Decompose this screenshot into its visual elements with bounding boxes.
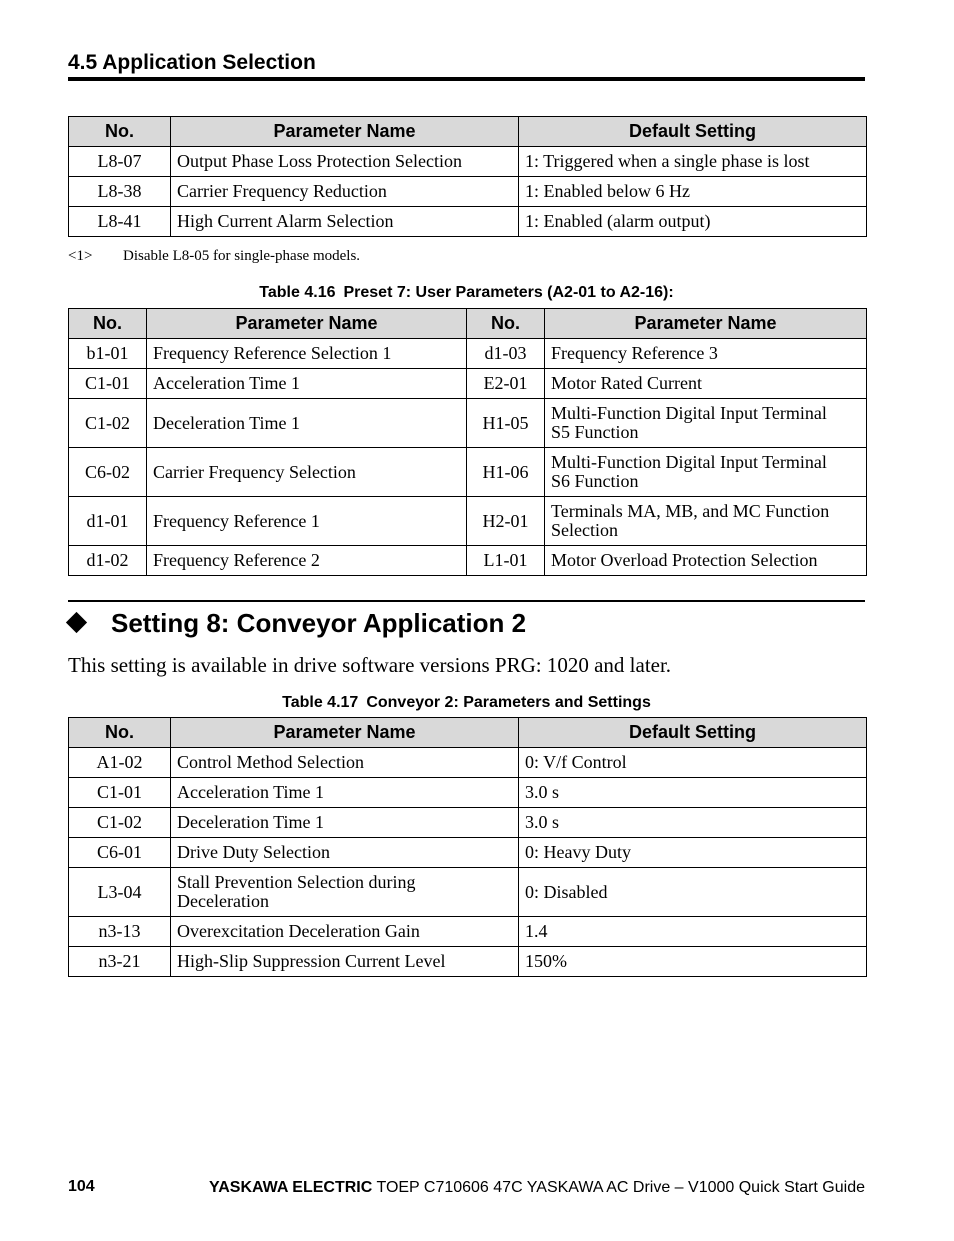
table-caption <box>68 694 865 712</box>
default-setting: 3.0 s <box>519 778 867 808</box>
footnote <box>68 248 360 265</box>
parameter-name: Overexcitation Deceleration Gain <box>171 917 519 947</box>
parameter-number: C6-02 <box>69 448 147 497</box>
table-row <box>69 838 867 868</box>
default-setting: 0: Heavy Duty <box>519 838 867 868</box>
name-line: Multi-Function Digital Input Terminal <box>551 452 827 472</box>
table-row <box>69 808 867 838</box>
parameter-number: C6-01 <box>69 838 171 868</box>
parameter-name: Frequency Reference Selection 1 <box>147 339 467 369</box>
column-header: Parameter Name <box>147 309 467 339</box>
user-parameters-table <box>68 308 867 576</box>
caption-title: Conveyor 2: Parameters and Settings <box>366 694 651 711</box>
parameter-number: C1-01 <box>69 778 171 808</box>
section-title: 4.5 Application Selection <box>68 51 316 74</box>
parameter-number: C1-02 <box>69 808 171 838</box>
parameter-number: C1-01 <box>69 369 147 399</box>
caption-title: Preset 7: User Parameters (A2-01 to A2-16): <box>343 284 674 301</box>
parameter-name: Output Phase Loss Protection Selection <box>171 147 519 177</box>
section-divider <box>68 77 865 81</box>
parameter-name <box>545 448 867 497</box>
parameter-name: Frequency Reference 2 <box>147 546 467 576</box>
table-row <box>69 868 867 917</box>
caption-number: Table 4.17 <box>282 694 359 711</box>
parameter-number: d1-03 <box>467 339 545 369</box>
footer-doc-title: TOEP C710606 47C YASKAWA AC Drive – V1000 Quick Start Guide <box>376 1179 865 1196</box>
parameter-number: L8-41 <box>69 207 171 237</box>
name-line: S5 Function <box>551 422 639 442</box>
parameter-name: Motor Rated Current <box>545 369 867 399</box>
parameter-name: Motor Overload Protection Selection <box>545 546 867 576</box>
column-header: No. <box>467 309 545 339</box>
page-number: 104 <box>68 1178 95 1195</box>
parameter-number: d1-02 <box>69 546 147 576</box>
column-header: Parameter Name <box>171 117 519 147</box>
parameter-number: L8-07 <box>69 147 171 177</box>
footnote-text: Disable L8-05 for single-phase models. <box>123 248 361 264</box>
table-header-row <box>69 718 867 748</box>
column-header: Default Setting <box>519 718 867 748</box>
parameter-number: L3-04 <box>69 868 171 917</box>
parameter-number: n3-21 <box>69 947 171 977</box>
table-row <box>69 448 867 497</box>
default-setting: 1: Triggered when a single phase is lost <box>519 147 867 177</box>
name-line: Deceleration <box>177 891 269 911</box>
parameter-name: Deceleration Time 1 <box>171 808 519 838</box>
parameter-name: Control Method Selection <box>171 748 519 778</box>
default-setting: 0: V/f Control <box>519 748 867 778</box>
parameter-number: H1-05 <box>467 399 545 448</box>
column-header: No. <box>69 117 171 147</box>
setting-divider <box>68 600 865 602</box>
conveyor-parameters-table <box>68 717 867 977</box>
parameter-number: b1-01 <box>69 339 147 369</box>
parameter-name: Frequency Reference 3 <box>545 339 867 369</box>
parameter-number: n3-13 <box>69 917 171 947</box>
default-setting: 1: Enabled (alarm output) <box>519 207 867 237</box>
default-setting: 1: Enabled below 6 Hz <box>519 177 867 207</box>
name-line: Stall Prevention Selection during <box>177 872 416 892</box>
table-row <box>69 497 867 546</box>
column-header: Default Setting <box>519 117 867 147</box>
default-setting: 1.4 <box>519 917 867 947</box>
footer-document-info <box>209 1179 865 1197</box>
parameter-number: E2-01 <box>467 369 545 399</box>
name-line: Terminals MA, MB, and MC Function <box>551 501 830 521</box>
table-header-row <box>69 309 867 339</box>
footnote-tag: <1> <box>68 248 93 264</box>
table-row <box>69 399 867 448</box>
name-line: Selection <box>551 520 618 540</box>
parameter-name: Acceleration Time 1 <box>147 369 467 399</box>
setting-title: Setting 8: Conveyor Application 2 <box>111 608 527 638</box>
parameter-name <box>545 399 867 448</box>
table-row <box>69 748 867 778</box>
parameter-name: Acceleration Time 1 <box>171 778 519 808</box>
parameter-number: L8-38 <box>69 177 171 207</box>
table-caption <box>68 284 865 302</box>
default-setting: 150% <box>519 947 867 977</box>
caption-number: Table 4.16 <box>259 284 336 301</box>
setting-intro-text: This setting is available in drive software versions PRG: 1020 and later. <box>68 653 672 677</box>
parameter-name: Drive Duty Selection <box>171 838 519 868</box>
parameter-number: d1-01 <box>69 497 147 546</box>
parameter-name <box>171 868 519 917</box>
default-setting: 0: Disabled <box>519 868 867 917</box>
table-row <box>69 147 867 177</box>
name-line: Multi-Function Digital Input Terminal <box>551 403 827 423</box>
table-row <box>69 947 867 977</box>
continued-parameter-table <box>68 116 867 237</box>
table-row <box>69 917 867 947</box>
parameter-number: H2-01 <box>467 497 545 546</box>
table-row <box>69 369 867 399</box>
parameter-name <box>545 497 867 546</box>
parameter-number: C1-02 <box>69 399 147 448</box>
parameter-name: High-Slip Suppression Current Level <box>171 947 519 977</box>
footer-brand: YASKAWA ELECTRIC <box>209 1179 373 1196</box>
table-row <box>69 339 867 369</box>
diamond-bullet-icon <box>66 612 87 633</box>
parameter-number: L1-01 <box>467 546 545 576</box>
parameter-name: Deceleration Time 1 <box>147 399 467 448</box>
column-header: No. <box>69 309 147 339</box>
column-header: Parameter Name <box>171 718 519 748</box>
name-line: S6 Function <box>551 471 639 491</box>
table-header-row <box>69 117 867 147</box>
parameter-name: Frequency Reference 1 <box>147 497 467 546</box>
parameter-name: Carrier Frequency Reduction <box>171 177 519 207</box>
default-setting: 3.0 s <box>519 808 867 838</box>
parameter-name: Carrier Frequency Selection <box>147 448 467 497</box>
table-row <box>69 546 867 576</box>
column-header: No. <box>69 718 171 748</box>
parameter-number: A1-02 <box>69 748 171 778</box>
parameter-name: High Current Alarm Selection <box>171 207 519 237</box>
table-row <box>69 177 867 207</box>
column-header: Parameter Name <box>545 309 867 339</box>
parameter-number: H1-06 <box>467 448 545 497</box>
table-row <box>69 778 867 808</box>
table-row <box>69 207 867 237</box>
